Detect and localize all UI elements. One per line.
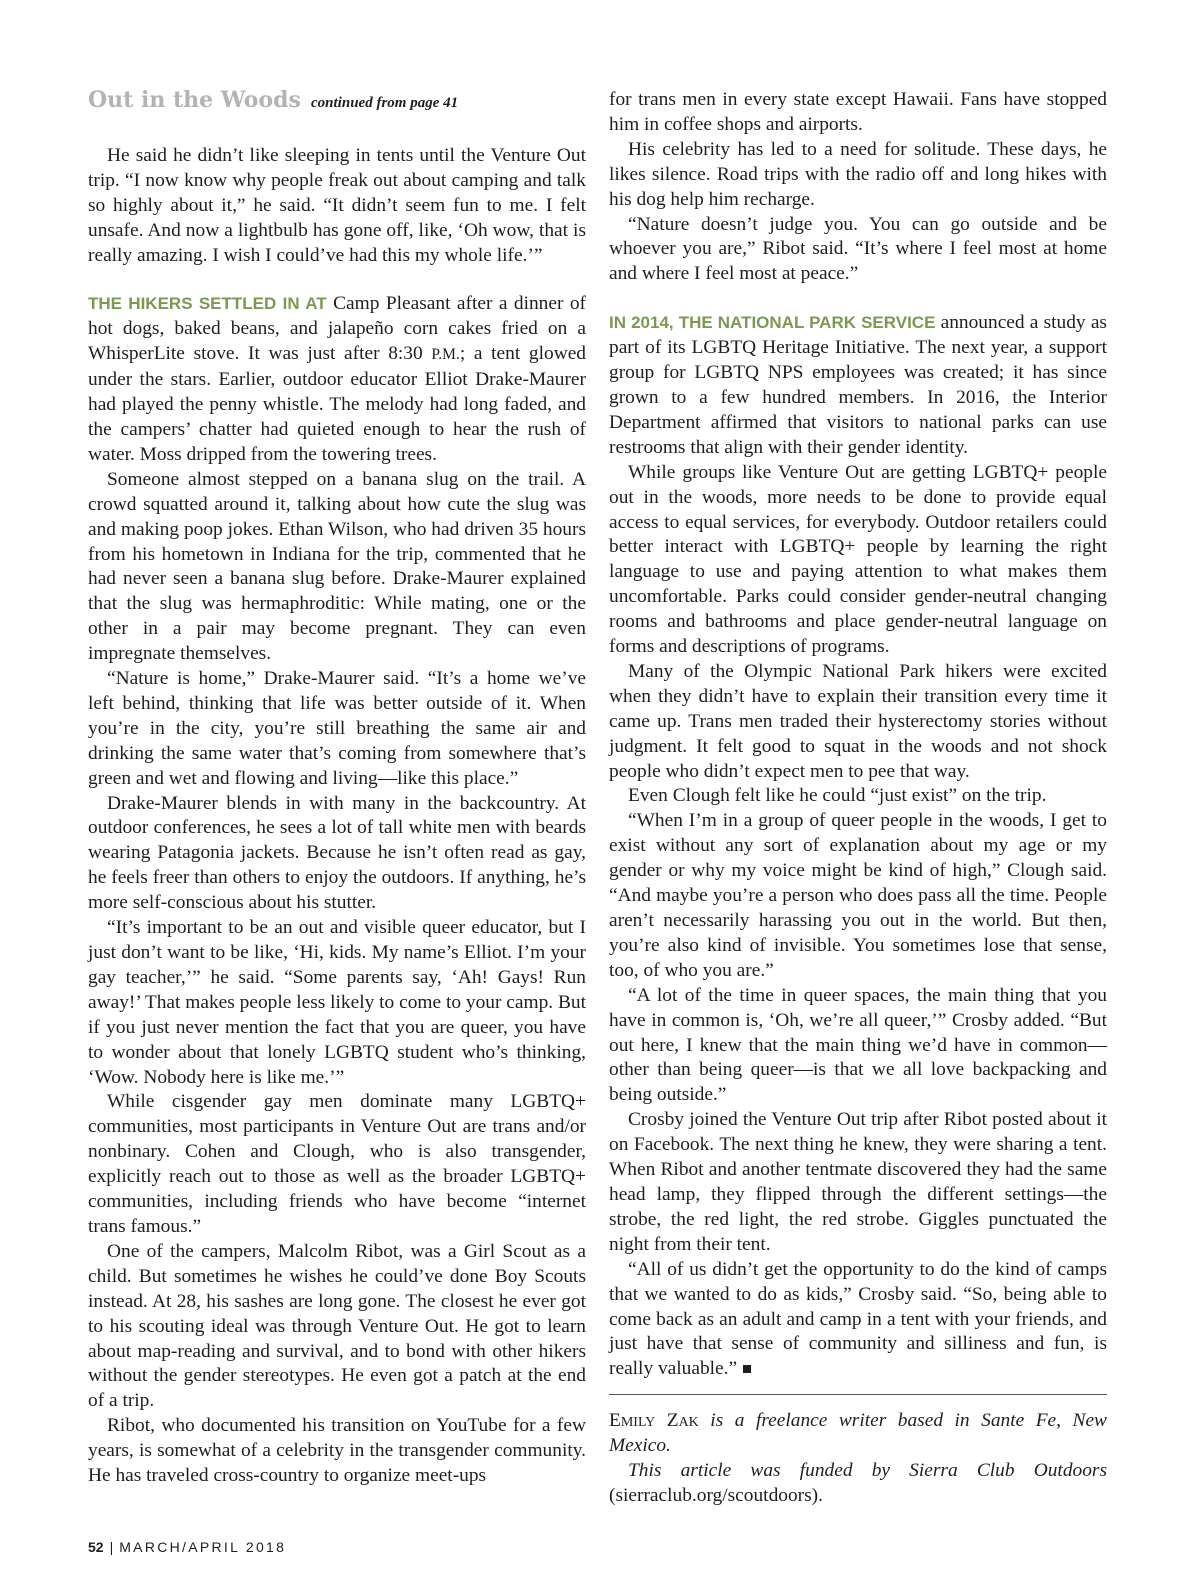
- paragraph: “It’s important to be an out and visible queer educator, but I just don’t want to be like, ‘Hi, kids. My name’s Elliot. I’m your gay teacher,’” he said. “Some parents say, ‘Ah! Gays! Run away!’ That makes people less likely to come to your camp. But if you just never mention the fact that you are queer, you have to wonder about that lonely LGBTQ student who’s thinking, ‘Wow. Nobody here is like me.’”: [88, 917, 586, 1088]
- time-suffix: P.M.: [431, 346, 460, 364]
- end-mark-icon: [743, 1365, 751, 1373]
- page-number: 52: [88, 1539, 104, 1555]
- paragraph: “Nature doesn’t judge you. You can go outside and be whoever you are,” Ribot said. “It’s where I feel most at home and where I feel most at peace.”: [609, 213, 1107, 285]
- paragraph: THE HIKERS SETTLED IN AT Camp Pleasant after a dinner of hot dogs, baked beans, and jalapeño corn cakes fried on a WhisperLite stove. It was just after 8:30 P.M.; a tent glowed under the stars. Earlier, outdoor educator Elliot Drake-Maurer had played the penny whistle. The melody had long faded, and the campers’ chatter had quieted enough to hear the rush of water. Moss dripped from the towering trees.: [88, 293, 586, 465]
- paragraph: “A lot of the time in queer spaces, the main thing that you have in common is, ‘Oh, we’re all queer,’” Crosby added. “But out here, I knew that the main thing we’d have in common—other than being queer—is that we all love backpacking and being outside.”: [609, 984, 1107, 1106]
- lead-in: IN 2014, THE NATIONAL PARK SERVICE: [609, 313, 936, 333]
- page-footer: [88, 1539, 286, 1555]
- section-name: Out in the Woods: [88, 87, 301, 113]
- paragraph: “All of us didn’t get the opportunity to do the kind of camps that we wanted to do as kids,” Crosby said. “So, being able to come back as an adult and camp in a tent with your friends, and just have that sense of community and silliness and fun, is really valuable.”: [609, 1258, 1107, 1380]
- continued-note: continued from page 41: [311, 95, 459, 111]
- paragraph: He said he didn’t like sleeping in tents until the Venture Out trip. “I now know why people freak out about camping and talk so highly about it,” he said. “It didn’t seem fun to me. I felt unsafe. And now a lightbulb has gone off, like, ‘Oh wow, that is really amazing. I wish I could’ve had this my whole life.’”: [88, 144, 586, 266]
- funding-link: (sierraclub.org/scoutdoors).: [609, 1484, 823, 1506]
- paragraph: While cisgender gay men dominate many LGBTQ+ communities, most participants in Venture Out are trans and/or nonbinary. Cohen and Clough, who is also transgender, explicitly reach out to those as well as the broader LGBTQ+ communities, including friends who have become “internet trans famous.”: [88, 1091, 586, 1237]
- section-header: [88, 88, 586, 116]
- paragraph: “Nature is home,” Drake-Maurer said. “It’s a home we’ve left behind, thinking that life was better outside of it. When you’re in the city, you’re still breathing the same air and drinking the same water that’s coming from somewhere that’s green and wet and flowing and living—like this place.”: [88, 668, 586, 789]
- paragraph: Even Clough felt like he could “just exist” on the trip.: [628, 785, 1047, 807]
- footer-separator: |: [109, 1539, 114, 1555]
- issue-date: MARCH/APRIL 2018: [119, 1539, 287, 1555]
- bio-divider: [609, 1394, 1107, 1395]
- author-bio: Emily Zak is a freelance writer based in Sante Fe, New Mexico.: [609, 1410, 1107, 1457]
- author-name: Emily Zak: [609, 1410, 699, 1432]
- lead-in: THE HIKERS SETTLED IN AT: [88, 294, 327, 314]
- paragraph: Many of the Olympic National Park hikers were excited when they didn’t have to explain their transition every time it came up. Trans men traded their hysterectomy stories without judgment. It felt good to squat in the woods and not shock people who didn’t expect men to pee that way.: [609, 660, 1107, 782]
- paragraph: His celebrity has led to a need for solitude. These days, he likes silence. Road trips with the radio off and long hikes with his dog help him recharge.: [609, 138, 1107, 210]
- paragraph: Crosby joined the Venture Out trip after Ribot posted about it on Facebook. The next thing he knew, they were sharing a tent. When Ribot and another tentmate discovered they had the same head lamp, they flipped through the different settings—the strobe, the red light, the red strobe. Giggles punctuated the night from their tent.: [609, 1109, 1107, 1255]
- paragraph: Someone almost stepped on a banana slug on the trail. A crowd squatted around it, talking about how cute the slug was and making poop jokes. Ethan Wilson, who had driven 35 hours from his hometown in Indiana for the trip, commented that he had never seen a banana slug before. Drake-Maurer explained that the slug was hermaphroditic: While mating, one or the other in a pair may become pregnant. They can even impregnate themselves.: [88, 468, 586, 665]
- paragraph: IN 2014, THE NATIONAL PARK SERVICE announced a study as part of its LGBTQ Heritage Initiative. The next year, a support group for LGBTQ NPS employees was created; it has since grown to a few hundred members. In 2016, the Interior Department affirmed that visitors to national parks can use restrooms that align with their gender identity.: [609, 312, 1107, 458]
- paragraph: for trans men in every state except Hawaii. Fans have stopped him in coffee shops and airports.: [609, 89, 1107, 135]
- left-column: [88, 88, 586, 1489]
- paragraph: Drake-Maurer blends in with many in the backcountry. At outdoor conferences, he sees a lot of tall white men with beards wearing Patagonia jackets. Because he isn’t often read as gay, he feels freer than others to enjoy the outdoors. If anything, he’s more self-conscious about his stutter.: [88, 792, 586, 914]
- paragraph: Ribot, who documented his transition on YouTube for a few years, is somewhat of a celebrity in the transgender community. He has traveled cross-country to organize meet-ups: [88, 1415, 586, 1487]
- right-column: [609, 88, 1107, 1509]
- paragraph: While groups like Venture Out are getting LGBTQ+ people out in the woods, more needs to be done to provide equal access to equal services, for everybody. Outdoor retailers could better interact with LGBTQ+ people by learning the right language to use and paying attention to what makes them uncomfortable. Parks could consider gender-neutral changing rooms and bathrooms and place gender-neutral language on forms and descriptions of programs.: [609, 461, 1107, 658]
- paragraph: “When I’m in a group of queer people in the woods, I get to exist without any sort of explanation about my age or my gender or why my voice might be kind of high,” Clough said. “And maybe you’re a person who does pass all the time. People aren’t necessarily harassing you out in the world. But then, you’re also kind of invisible. You sometimes lose that sense, too, of who you are.”: [609, 810, 1107, 981]
- funding-note: This article was funded by Sierra Club Outdoors (sierraclub.org/scoutdoors).: [609, 1460, 1107, 1506]
- paragraph: One of the campers, Malcolm Ribot, was a Girl Scout as a child. But sometimes he wishes he could’ve done Boy Scouts instead. At 28, his sashes are long gone. The closest he ever got to his scouting ideal was through Venture Out. He got to learn about map-reading and survival, and to bond with other hikers without the gender stereotypes. He even got a patch at the end of a trip.: [88, 1240, 586, 1412]
